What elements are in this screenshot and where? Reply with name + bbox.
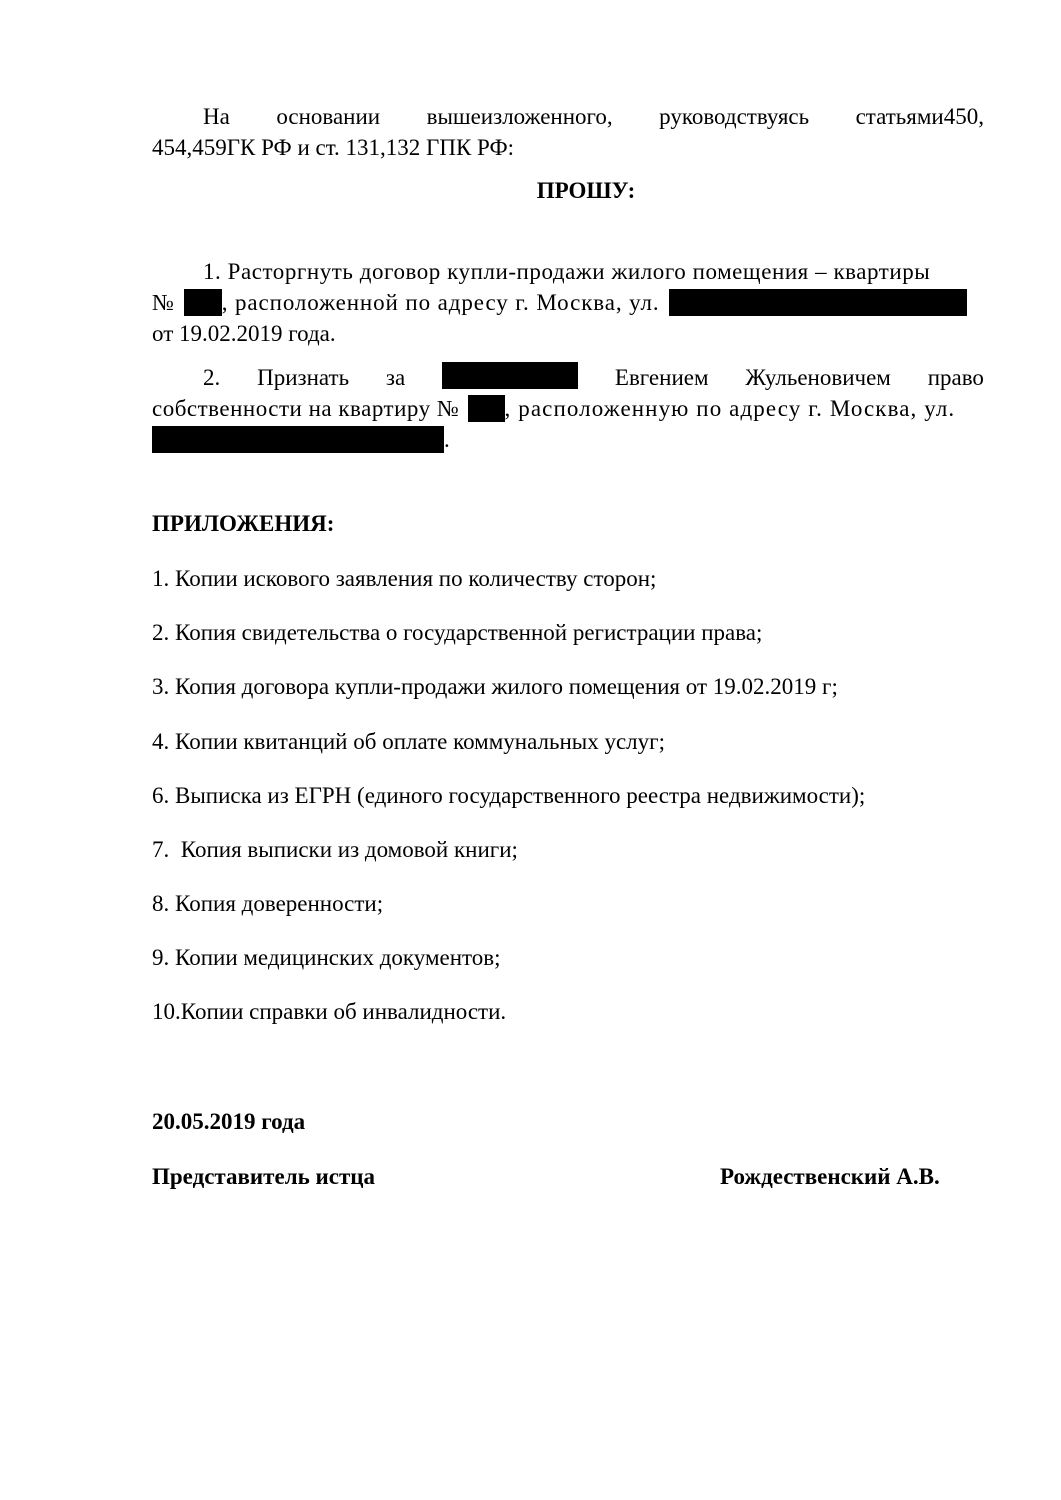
attachment-item: 9. Копии медицинских документов;	[152, 945, 501, 970]
intro-word: статьями450,	[855, 104, 984, 129]
request-item-2-line-2: собственности на квартиру № , расположенную по адресу г. Москва, ул.	[152, 396, 956, 421]
attachment-item: 6. Выписка из ЕГРН (единого государственного реестра недвижимости);	[152, 783, 866, 808]
intro-paragraph	[152, 101, 984, 163]
intro-line-2: 454,459ГК РФ и ст. 131,132 ГПК РФ:	[152, 135, 515, 160]
document-date: 20.05.2019 года	[152, 1109, 306, 1134]
intro-word: основании	[276, 104, 381, 129]
attachment-item: 3. Копия договора купли-продажи жилого помещения от 19.02.2019 г;	[152, 674, 838, 699]
signatory-role: Представитель истца	[152, 1164, 376, 1189]
attachment-item: 4. Копии квитанций об оплате коммунальных услуг;	[152, 729, 665, 754]
attachment-item: 1. Копии искового заявления по количеству сторон;	[152, 566, 657, 591]
request-item-1-line-2: № , расположенной по адресу г. Москва, ул.	[152, 287, 984, 318]
redacted-apartment-number	[468, 395, 505, 422]
request-heading: ПРОШУ:	[536, 178, 636, 203]
request-item-1-line-1: 1. Расторгнуть договор купли-продажи жилого помещения – квартиры	[203, 259, 931, 284]
attachment-item: 10.Копии справки об инвалидности.	[152, 999, 507, 1024]
redacted-street-address	[669, 289, 967, 316]
attachment-item: 2. Копия свидетельства о государственной регистрации права;	[152, 620, 763, 645]
redacted-street-address	[152, 426, 444, 453]
intro-word: руководствуясь	[659, 104, 810, 129]
request-item-2-line-3: .	[152, 424, 984, 455]
request-item-2	[152, 362, 984, 455]
intro-line-1	[152, 101, 984, 132]
attachment-item: 8. Копия доверенности;	[152, 891, 384, 916]
attachments-heading: ПРИЛОЖЕНИЯ:	[152, 511, 335, 536]
request-item-2-line-1: 2. Признать за Евгением Жульеновичем право	[152, 362, 984, 393]
redacted-surname	[442, 362, 578, 389]
signatory-name: Рождественский А.В.	[720, 1164, 940, 1189]
redacted-apartment-number	[184, 289, 222, 316]
intro-word: На	[203, 104, 230, 129]
request-item-1-line-3: от 19.02.2019 года.	[152, 321, 336, 346]
request-item-1	[152, 256, 984, 349]
attachment-item: 7. Копия выписки из домовой книги;	[152, 837, 518, 862]
intro-word: вышеизложенного,	[426, 104, 613, 129]
